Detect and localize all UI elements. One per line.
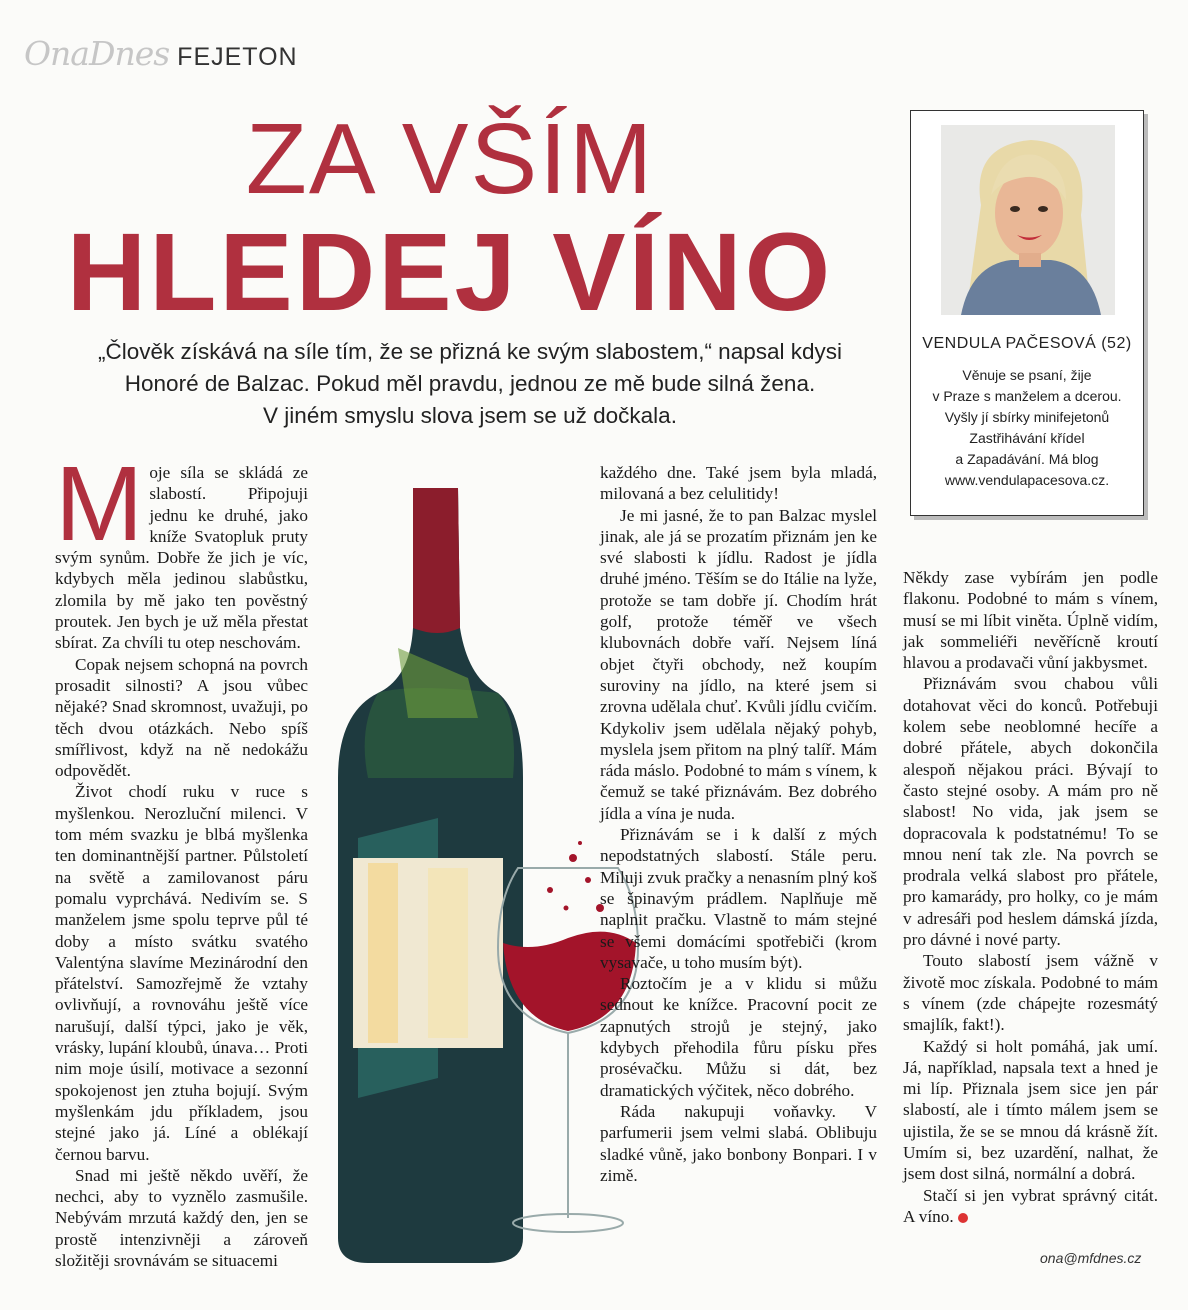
author-bio [921,365,1133,491]
article-paragraph: každého dne. Také jsem byla mladá, milovaná a bez celulitidy! [600,463,877,504]
headline-line-1: ZA VŠÍM [245,103,655,215]
brand-logo: OnaDnes [24,34,170,73]
article-paragraph: Copak nejsem schopná na povrch prosadit silnosti? A jsou vůbec nějaké? Snad skromnost, uvažuji, po těch dvou otázkách. Nebo spíš smířlivost, když na ně nedokážu odpovědět. [55,654,308,781]
article-column-1 [55,445,308,1271]
lead-line: Honoré de Balzac. Pokud měl pravdu, jednou ze mě bude silná žena. [124,371,816,396]
author-photo [941,125,1115,315]
drop-cap: M [55,445,144,563]
article-column-3 [903,567,1158,1227]
section-label: FEJETON [177,43,298,71]
wine-bottle-illustration [318,478,648,1268]
contact-email[interactable]: ona@mfdnes.cz [1040,1250,1142,1266]
bio-line: v Praze s manželem a dcerou. [932,388,1122,404]
article-paragraph: Někdy zase vybírám jen podle flakonu. Podobné to mám s vínem, musí se mi líbit viněta. Úplně vidím, jak sommeliéři nevěřícně kroutí hlavou a prodavači vůní jakbysmet. [903,568,1158,673]
article-column-2 [600,462,877,1186]
article-paragraph: Přiznávám svou chabou vůli dotahovat věci do konců. Potřebuji kolem sebe neoblomné hecíře a dobré přátele, abych dokončila alespoň nějakou práci. Bývají to často stejné osoby. A mám pro ně slabost! No vida, jak jsem se dopracovala k podstatnému! To se mnou není tak zle. Na povrch se prodrala velká slabost pro přátele, pro kamarády, pro holky, co je mám v adresáři pod heslem dámská jízda, pro dávné i nové party. [903,674,1158,950]
author-name: VENDULA PAČESOVÁ (52) [922,335,1132,352]
article-paragraph: Ráda nakupuji voňavky. V parfumerii jsem velmi slabá. Oblibuju sladké vůně, jako bonbony Bonpari. I v zimě. [600,1101,877,1185]
bio-line: Vyšly jí sbírky minifejetonů [944,409,1110,425]
article-paragraph: Snad mi ještě někdo uvěří, že nechci, aby to vyznělo zasmušile. Nebývám mrzutá každý den, jen se prostě intenzivněji a zároveň složitěji srovnávám se situacemi [55,1165,308,1270]
closing-text: Stačí si jen vybrat správný citát. A víno. [903,1185,1158,1226]
lead-line: V jiném smyslu slova jsem se už dočkala. [263,403,677,428]
masthead [24,34,298,74]
lead-paragraph [60,336,880,432]
paragraph-text: oje síla se skládá ze slabostí. Připojuji jednu ke druhé, jako kníže Svatopluk pruty svým synům. Dobře že jich je víc, kdybych měla jedinou slabůstku, zlomila by mě jako ten pověstný proutek. Jen bych je už měla přestat sbírat. Za chvíli tu otep neschovám. [55,463,308,653]
article-paragraph: Je mi jasné, že to pan Balzac myslel jinak, ale já se prozatím přiznám jen ke své slabosti k jídlu. Radost je jídla druhé jméno. Těším se do Itálie na lyže, protože se tam dobře jí. Chodím hrát golf, protože téměř ve všech klubovnách dobře vaří. Nejsem líná objet čtyři obchody, než koupím suroviny na jídlo, na které jsem si zrovna udělala chuť. Kvůli jídlu cvičím. Kdykoliv jsem udělala nějaký pohyb, myslela jsem přitom na plný talíř. Mám ráda máslo. Podobné to mám s vínem, k čemuž se také přiznávám. Bez dobrého jídla a vína je nuda. [600,505,877,823]
article-paragraph [55,445,308,654]
article-paragraph: Každý si holt pomáhá, jak umí. Já, například, napsala text a hned je mi líp. Přiznala jsem sice jen pár slabostí, ale i tímto málem jsem se ujistila, že se se mnou dá krásně žít. Umím si, bez uzardění, nalhat, že jsem dost silná, normální a dobrá. [903,1036,1158,1184]
bio-line: a Zapadávání. Má blog [955,451,1099,467]
bio-line: Zastřihávání křídel [969,430,1085,446]
author-box [910,110,1144,516]
article-paragraph: Život chodí ruku v ruce s myšlenkou. Nerozluční milenci. V tom mém svazku je blbá myšlenka ten dominantnější partner. Půlstoletí na světě a zamilovanost páru pomalu vyprchává. Nedivím se. S manželem jsme spolu teprve půl té doby a místo svátku svatého Valentýna slavíme Mezinárodní den přátelství. Samozřejmě že vztahy ovlivňují, a rovnováhu ještě více narušují, další týpci, jako je věk, vrásky, lupání kloubů, únava… Proti nim moje úsilí, motivace a sezonní spokojenost jen ztuha bojují. Svým myšlenkám jdu příkladem, jsou stejné jako já. Líné a oblékají černou barvu. [55,782,308,1164]
article-paragraph: Touto slabostí jsem vážně v životě moc získala. Podobné to mám s vínem (zde chápejte rozesmátý smajlík, fakt!). [903,951,1158,1035]
article-paragraph: Přiznávám se i k další z mých nepodstatných slabostí. Stále peru. Miluji zvuk pračky a nenasním plný koš se špinavým prádlem. Naplňuje mě naplnit pračku. Vlastně to mám stejné se všemi domácími spotřebiči (krom vysavače, u toho musím být). [600,825,877,972]
article-paragraph [903,1185,1158,1228]
headline-line-2: HLEDEJ VÍNO [66,211,834,334]
bio-line: Věnuje se psaní, žije [962,367,1092,383]
lead-line: „Člověk získává na síle tím, že se přizná ke svým slabostem,“ napsal kdysi [97,339,843,364]
end-mark-icon [958,1213,968,1223]
blog-url: www.vendulapacesova.cz. [944,472,1110,488]
article-paragraph: Roztočím je a v klidu si můžu sednout ke knížce. Pracovní pocit ze zapnutých strojů je stejný, jako kdybych přehodila fůru písku přes prosévačku. Můžu si dát, bez dramatických výčitek, něco dobrého. [600,974,877,1100]
